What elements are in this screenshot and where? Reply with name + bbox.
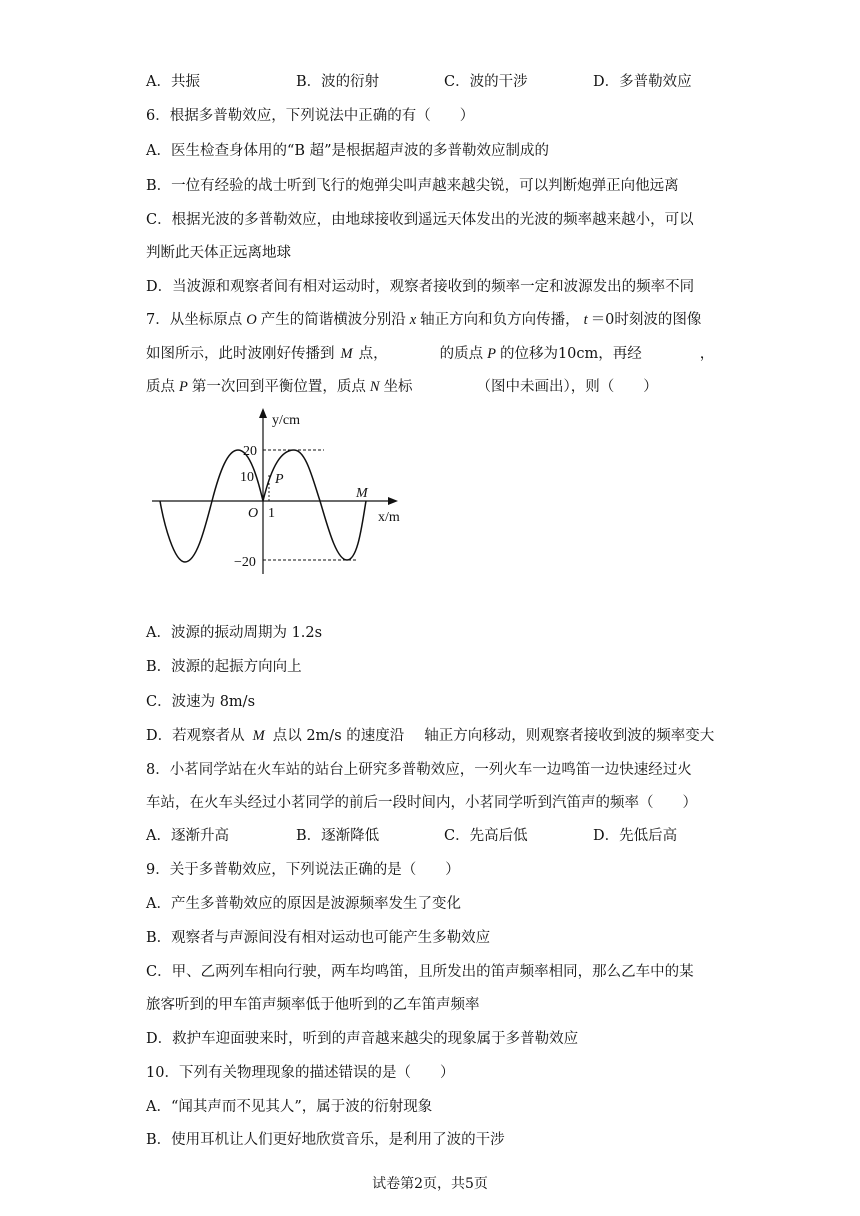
q9-option-b: B．观察者与声源间没有相对运动也可能产生多勒效应	[146, 930, 491, 946]
point-m-label: M	[356, 486, 368, 501]
q7-stem-line1: 7．从坐标原点 O 产生的简谐横波分别沿 x 轴正方向和负方向传播， t ＝0时刻波的图像	[146, 312, 702, 328]
origin-label: O	[248, 506, 259, 521]
y-axis-arrow	[259, 408, 267, 418]
q6-option-a: A．医生检查身体用的“B 超”是根据超声波的多普勒效应制成的	[146, 143, 550, 159]
q6-option-b: B．一位有经验的战士听到飞行的炮弹尖叫声越来越尖锐，可以判断炮弹正向他远离	[146, 178, 679, 194]
q10-option-a: A．“闻其声而不见其人”，属于波的衍射现象	[146, 1099, 433, 1115]
page-footer: 试卷第2页，共5页	[372, 1176, 488, 1192]
q9-stem: 9．关于多普勒效应，下列说法正确的是（ ）	[146, 862, 460, 878]
q9-option-d: D．救护车迎面驶来时，听到的声音越来越尖的现象属于多普勒效应	[146, 1031, 579, 1047]
q5-option-a: A．共振	[146, 74, 200, 90]
q6-option-d: D．当波源和观察者间有相对运动时，观察者接收到的频率一定和波源发出的频率不同	[146, 279, 695, 295]
tick-label-1: 1	[268, 506, 275, 521]
q8-option-b: B．逐渐降低	[296, 828, 380, 844]
q5-option-b: B．波的衍射	[296, 74, 380, 90]
tick-label-20: 20	[243, 444, 257, 459]
q6-stem: 6．根据多普勒效应，下列说法中正确的有（ ）	[146, 108, 475, 124]
q7-stem-line2: 如图所示，此时波刚好传播到 M 点， 的质点 P 的位移为10cm，再经 ，	[146, 346, 715, 362]
q7-stem-line3: 质点 P 第一次回到平衡位置，质点 N 坐标 （图中未画出），则（ ）	[146, 379, 658, 395]
q9-option-c-line2: 旅客听到的甲车笛声频率低于他听到的乙车笛声频率	[146, 997, 480, 1013]
q8-stem-line2: 车站，在火车头经过小茗同学的前后一段时间内，小茗同学听到汽笛声的频率（ ）	[146, 795, 697, 811]
q8-option-c: C．先高后低	[444, 828, 528, 844]
q8-option-d: D．先低后高	[593, 828, 678, 844]
x-axis-arrow	[388, 497, 398, 505]
q10-stem: 10．下列有关物理现象的描述错误的是（ ）	[146, 1065, 455, 1081]
q10-option-b: B．使用耳机让人们更好地欣赏音乐，是利用了波的干涉	[146, 1132, 505, 1148]
q9-option-c-line1: C．甲、乙两列车相向行驶，两车均鸣笛，且所发出的笛声频率相同，那么乙车中的某	[146, 964, 694, 980]
q8-option-a: A．逐渐升高	[146, 828, 229, 844]
q7-option-d: D．若观察者从 M 点以 2m/s 的速度沿 轴正方向移动，则观察者接收到波的频率变大	[146, 728, 715, 744]
q9-option-a: A．产生多普勒效应的原因是波源频率发生了变化	[146, 896, 461, 912]
q7-option-b: B．波源的起振方向向上	[146, 659, 302, 675]
wave-graph-figure	[148, 404, 428, 580]
q7-option-c: C．波速为 8m/s	[146, 694, 256, 710]
q5-option-d: D．多普勒效应	[593, 74, 692, 90]
x-axis-label: x/m	[378, 510, 400, 525]
q6-option-c-line2: 判断此天体正远离地球	[146, 245, 291, 261]
point-p-label: P	[275, 472, 284, 487]
y-axis-label: y/cm	[272, 413, 300, 428]
q8-stem-line1: 8．小茗同学站在火车站的站台上研究多普勒效应，一列火车一边鸣笛一边快速经过火	[146, 762, 692, 778]
tick-label-neg20: −20	[234, 555, 256, 570]
q6-option-c-line1: C．根据光波的多普勒效应，由地球接收到遥远天体发出的光波的频率越来越小，可以	[146, 212, 694, 228]
q7-option-a: A．波源的振动周期为 1.2s	[146, 625, 323, 641]
tick-label-10: 10	[240, 470, 254, 485]
q5-option-c: C．波的干涉	[444, 74, 528, 90]
